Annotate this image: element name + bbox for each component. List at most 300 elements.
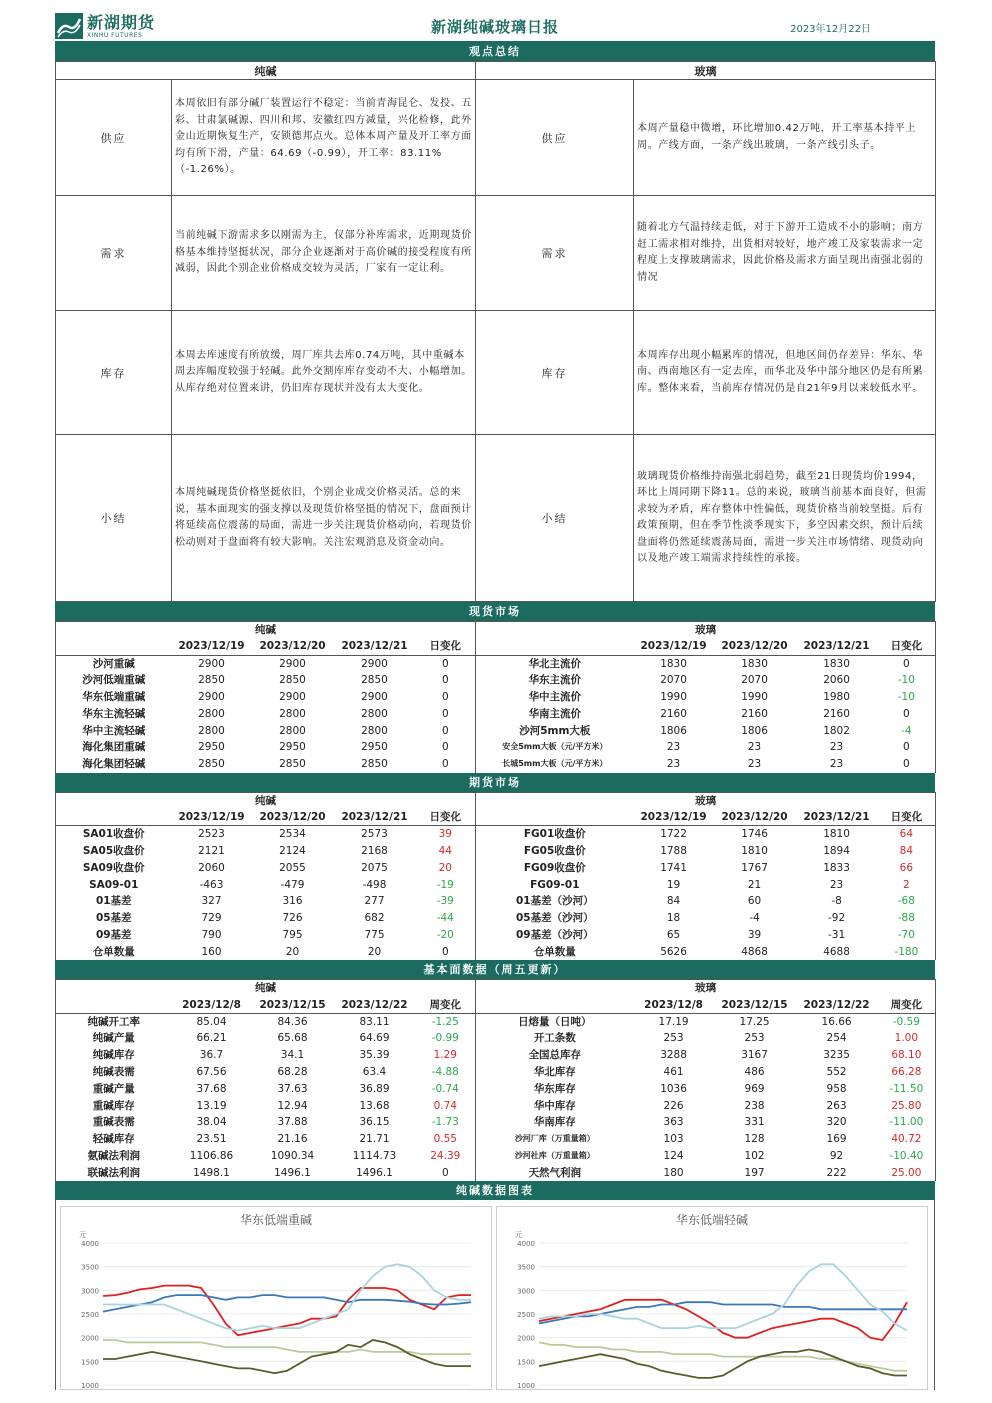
- cell-value: 3235: [823, 1049, 850, 1062]
- table-row: [56, 1030, 936, 1047]
- change-value: -4.88: [416, 1064, 476, 1081]
- cell-value: 67.56: [196, 1066, 227, 1079]
- cell-value: 23: [666, 741, 681, 754]
- cell-value: 4868: [741, 945, 768, 958]
- spot-table: [55, 621, 936, 773]
- cell-value: 2060: [823, 674, 850, 687]
- chart-series-line: [539, 1302, 907, 1323]
- row-label: 华中主流价: [528, 691, 582, 704]
- change-value: -0.59: [878, 1013, 936, 1030]
- chart-ytick-label: 2500: [517, 1311, 535, 1320]
- cell-value: 2573: [361, 828, 388, 841]
- change-value: -10: [878, 672, 936, 689]
- row-label: 华东主流价: [528, 674, 582, 687]
- cell-value: 1746: [741, 828, 768, 841]
- overview-table: [55, 61, 936, 602]
- column-header: 2023/12/20: [714, 809, 796, 826]
- column-header: 2023/12/21: [796, 638, 878, 655]
- cell-value: 102: [744, 1150, 765, 1162]
- cell-value: 2800: [279, 707, 306, 720]
- cell-value: 253: [744, 1032, 765, 1045]
- cell-value: 1830: [660, 657, 687, 670]
- table-row: [56, 910, 936, 927]
- chart-ytick-label: 2500: [81, 1311, 99, 1320]
- cell-value: 36.7: [199, 1049, 224, 1062]
- cell-value: 124: [663, 1150, 684, 1162]
- change-value: -10: [878, 689, 936, 706]
- cell-value: 2075: [361, 861, 388, 874]
- column-header: 2023/12/20: [252, 809, 334, 826]
- chart-ytick-label: 4000: [517, 1240, 535, 1249]
- change-value: 0: [878, 756, 936, 773]
- change-value: 25.00: [878, 1164, 936, 1181]
- cell-value: 958: [826, 1082, 847, 1095]
- cell-value: 795: [282, 928, 303, 941]
- row-label: 长城5mm大板（元/平方米）: [502, 759, 608, 769]
- change-value: 1.29: [416, 1047, 476, 1064]
- cell-value: -31: [827, 928, 846, 941]
- cell-value: 2168: [361, 844, 388, 857]
- table-row: [56, 672, 936, 689]
- row-label: 开工条数: [533, 1032, 576, 1045]
- chart-series-line: [539, 1350, 907, 1378]
- column-header: 日变化: [878, 809, 936, 826]
- table-row: [56, 1164, 936, 1181]
- chart-ytick-label: 3000: [517, 1287, 535, 1296]
- change-value: -4: [878, 722, 936, 739]
- cell-value: 253: [663, 1032, 684, 1045]
- column-header: 周变化: [416, 996, 476, 1013]
- change-value: -11.50: [878, 1080, 936, 1097]
- row-label: 华中库存: [533, 1099, 576, 1112]
- overview-soda-text: 本周依旧有部分碱厂装置运行不稳定：当前青海昆仑、发投、五彩、甘肃氯碱源、四川和邦、安徽红四方减量，兴化检修，此外金山近期恢复生产，安锁德邦点火。总体本周产量及开工率方面均有所下滑，产量：64.69（-0.99），开工率：83.11%（-1.26%）。: [172, 80, 476, 196]
- overview-label: 需求: [476, 196, 634, 311]
- change-value: -1.73: [416, 1114, 476, 1131]
- cell-value: 552: [826, 1066, 847, 1079]
- row-label-header: [476, 638, 634, 655]
- chart-ytick-label: 2000: [517, 1334, 535, 1343]
- column-header: 2023/12/19: [634, 809, 714, 826]
- cell-value: 39: [747, 928, 762, 941]
- cell-value: 83.11: [359, 1015, 390, 1028]
- row-label: FG09收盘价: [523, 861, 586, 874]
- cell-value: 23: [829, 741, 844, 754]
- table-row: [56, 722, 936, 739]
- cell-value: 2850: [198, 758, 225, 771]
- table-row: [56, 1131, 936, 1148]
- cell-value: 23: [666, 758, 681, 771]
- cell-value: -8: [831, 895, 842, 908]
- cell-value: 2800: [198, 707, 225, 720]
- cell-value: 726: [282, 912, 303, 925]
- cell-value: 2850: [279, 674, 306, 687]
- cell-value: 254: [826, 1032, 847, 1045]
- cell-value: 180: [663, 1166, 684, 1179]
- cell-value: 1810: [741, 844, 768, 857]
- cell-value: 2900: [198, 691, 225, 704]
- cell-value: 4688: [823, 945, 850, 958]
- cell-value: 2160: [660, 707, 687, 720]
- cell-value: 1741: [660, 861, 687, 874]
- chart-series-line: [103, 1340, 471, 1354]
- cell-value: 23: [747, 758, 762, 771]
- cell-value: 23: [829, 758, 844, 771]
- row-label: 沙河社库（万重量箱）: [514, 1151, 595, 1160]
- cell-value: 23: [829, 878, 844, 891]
- change-value: 0: [416, 689, 476, 706]
- cell-value: 2121: [198, 844, 225, 857]
- section-fundamentals: 基本面数据（周五更新）: [55, 960, 935, 979]
- row-label: SA09收盘价: [56, 859, 172, 876]
- cell-value: 1810: [823, 828, 850, 841]
- row-label: FG09-01: [530, 878, 580, 891]
- change-value: -88: [878, 910, 936, 927]
- report-header: [55, 10, 935, 42]
- change-value: 0: [878, 739, 936, 756]
- change-value: -39: [416, 893, 476, 910]
- row-label: 01基差（沙河）: [516, 895, 594, 908]
- row-label-header: [56, 638, 172, 655]
- row-label: 华中主流轻碱: [56, 722, 172, 739]
- cell-value: 1090.34: [270, 1150, 315, 1162]
- cell-value: 20: [367, 945, 382, 958]
- table-row: [56, 943, 936, 960]
- row-label: 华北库存: [533, 1066, 576, 1079]
- chart-ytick-label: 4000: [81, 1240, 99, 1249]
- column-header: 2023/12/21: [334, 638, 416, 655]
- row-label: 重碱产量: [56, 1080, 172, 1097]
- row-label: 华东低端重碱: [56, 689, 172, 706]
- table-row: [56, 876, 936, 893]
- overview-glass-text: 本周产量稳中微增，环比增加0.42万吨，开工率基本持平上周。产线方面，一条产线出玻璃，一条产线引头子。: [634, 80, 936, 196]
- table-row: [56, 927, 936, 944]
- cell-value: 1767: [741, 861, 768, 874]
- chart-2-title: 华东低端轻碱: [675, 1213, 748, 1228]
- cell-value: 1722: [660, 828, 687, 841]
- change-value: -68: [878, 893, 936, 910]
- row-label: 沙河重碱: [56, 655, 172, 672]
- cell-value: 64.69: [359, 1032, 390, 1045]
- row-label: 纯碱开工率: [56, 1013, 172, 1030]
- cell-value: 1114.73: [352, 1150, 397, 1162]
- row-label: 华北主流价: [528, 657, 582, 670]
- change-value: 40.72: [878, 1131, 936, 1148]
- chart-unit-label: 元: [79, 1231, 86, 1240]
- cell-value: 1498.1: [193, 1166, 230, 1179]
- cell-value: 2900: [279, 691, 306, 704]
- table-row: [56, 1114, 936, 1131]
- change-value: 0: [416, 722, 476, 739]
- change-value: -180: [878, 943, 936, 960]
- cell-value: 37.88: [277, 1116, 308, 1129]
- row-label: 联碱法利润: [56, 1164, 172, 1181]
- row-label-header: [56, 996, 172, 1013]
- row-label: 01基差: [56, 893, 172, 910]
- change-value: 0: [878, 705, 936, 722]
- column-header: 2023/12/15: [714, 996, 796, 1013]
- cell-value: 2800: [279, 724, 306, 737]
- cell-value: 2055: [279, 861, 306, 874]
- cell-value: 13.19: [196, 1099, 227, 1112]
- overview-label: 供应: [476, 80, 634, 196]
- cell-value: 1802: [823, 724, 850, 737]
- row-label: 氨碱法利润: [56, 1148, 172, 1165]
- cell-value: 13.68: [359, 1099, 390, 1112]
- change-value: 0: [416, 943, 476, 960]
- column-header: 2023/12/8: [634, 996, 714, 1013]
- table-row: [56, 655, 936, 672]
- row-label: FG05收盘价: [523, 844, 586, 857]
- change-value: 0: [416, 672, 476, 689]
- row-label: 轻碱库存: [56, 1131, 172, 1148]
- report-title: 新湖纯碱玻璃日报: [430, 18, 559, 36]
- cell-value: 1980: [823, 691, 850, 704]
- overview-glass-title: 玻璃: [476, 62, 936, 80]
- chart-series-line: [103, 1340, 471, 1373]
- section-futures: 期货市场: [55, 773, 935, 792]
- cell-value: 5626: [660, 945, 687, 958]
- overview-label: 小结: [56, 435, 172, 602]
- cell-value: 2160: [741, 707, 768, 720]
- cell-value: -92: [827, 912, 846, 925]
- cell-value: 1830: [741, 657, 768, 670]
- cell-value: 63.4: [362, 1066, 387, 1079]
- change-value: 0: [416, 1164, 476, 1181]
- cell-value: 2523: [198, 828, 225, 841]
- change-value: -1.25: [416, 1013, 476, 1030]
- table-row: [56, 1013, 936, 1030]
- change-value: -20: [416, 927, 476, 944]
- column-header: 2023/12/15: [252, 996, 334, 1013]
- row-label: 纯碱产量: [56, 1030, 172, 1047]
- row-label: SA05收盘价: [56, 843, 172, 860]
- column-header: 日变化: [416, 809, 476, 826]
- section-charts: 纯碱数据图表: [55, 1181, 935, 1200]
- cell-value: -463: [199, 878, 224, 891]
- cell-value: 729: [201, 912, 222, 925]
- overview-glass-text: 玻璃现货价格维持南强北弱趋势，截至21日现货均价1994，环比上周同期下降11。总的来说，玻璃当前基本面良好，但需求较为矛盾，库存整体中性偏低，现货价格当前较坚挺。后有政策预期，但在季节性淡季现实下，多空因素交织，预计后续盘面将仍然延续震荡局面，需进一步关注市场情绪、现货动向以及地产竣工端需求持续性的承接。: [634, 435, 936, 602]
- fundamentals-table: [55, 979, 936, 1181]
- chart-ytick-label: 1000: [81, 1382, 99, 1390]
- cell-value: 969: [744, 1082, 765, 1095]
- change-value: 39: [416, 826, 476, 843]
- cell-value: 238: [744, 1099, 765, 1112]
- table-row: [56, 1080, 936, 1097]
- chart-unit-label: 元: [515, 1231, 522, 1240]
- cell-value: 1990: [741, 691, 768, 704]
- cell-value: 1833: [823, 861, 850, 874]
- change-value: 64: [878, 826, 936, 843]
- cell-value: 2900: [361, 657, 388, 670]
- row-label: 全国总库存: [528, 1049, 582, 1062]
- chart-series-line: [539, 1343, 907, 1371]
- cell-value: 21: [747, 878, 762, 891]
- column-header: 2023/12/19: [172, 638, 252, 655]
- cell-value: 2800: [361, 707, 388, 720]
- column-header: 2023/12/21: [796, 809, 878, 826]
- cell-value: 2850: [198, 674, 225, 687]
- change-value: -70: [878, 927, 936, 944]
- table-row: [56, 843, 936, 860]
- column-header: 2023/12/22: [334, 996, 416, 1013]
- column-header: 2023/12/22: [796, 996, 878, 1013]
- change-value: -0.99: [416, 1030, 476, 1047]
- cell-value: 38.04: [196, 1116, 227, 1129]
- cell-value: 327: [201, 895, 222, 908]
- overview-label: 供应: [56, 80, 172, 196]
- row-label: 09基差（沙河）: [516, 928, 594, 941]
- table-row: [56, 1047, 936, 1064]
- cell-value: 316: [282, 895, 303, 908]
- table-row: [56, 1148, 936, 1165]
- cell-value: 790: [201, 928, 222, 941]
- column-header: 2023/12/21: [334, 809, 416, 826]
- change-value: 0: [416, 655, 476, 672]
- cell-value: 2850: [361, 758, 388, 771]
- cell-value: 226: [663, 1099, 684, 1112]
- cell-value: 68.28: [277, 1066, 308, 1079]
- change-value: 0: [878, 655, 936, 672]
- row-label: 重碱表需: [56, 1114, 172, 1131]
- change-value: 84: [878, 843, 936, 860]
- cell-value: 3167: [741, 1049, 768, 1062]
- cell-value: 1496.1: [356, 1166, 393, 1179]
- table-row: [56, 689, 936, 706]
- chart-series-line: [539, 1265, 907, 1331]
- change-value: 66.28: [878, 1064, 936, 1081]
- row-label: 海化集团轻碱: [56, 756, 172, 773]
- cell-value: 222: [826, 1166, 847, 1179]
- cell-value: 36.15: [359, 1116, 390, 1129]
- cell-value: 65.68: [277, 1032, 308, 1045]
- row-label: SA09-01: [56, 876, 172, 893]
- row-label: 09基差: [56, 927, 172, 944]
- table-row: [56, 826, 936, 843]
- overview-soda-text: 当前纯碱下游需求多以刚需为主，仅部分补库需求，近期现货价格基本维持坚挺状况，部分企业逐渐对于高价碱的接受程度有所减弱，因此个别企业价格成交较为灵活，厂家有一定让利。: [172, 196, 476, 311]
- chart-series-line: [103, 1295, 471, 1312]
- cell-value: 2950: [361, 741, 388, 754]
- chart-ytick-label: 3000: [81, 1287, 99, 1296]
- cell-value: 3288: [660, 1049, 687, 1062]
- cell-value: 92: [829, 1150, 844, 1162]
- cell-value: 60: [747, 895, 762, 908]
- cell-value: 37.68: [196, 1082, 227, 1095]
- chart-ytick-label: 1500: [517, 1358, 535, 1367]
- column-header: 日变化: [416, 638, 476, 655]
- column-header: 日变化: [878, 638, 936, 655]
- cell-value: 2900: [361, 691, 388, 704]
- table-row: [56, 1097, 936, 1114]
- glass-title: 玻璃: [476, 622, 936, 639]
- table-row: [56, 705, 936, 722]
- cell-value: 21.71: [359, 1133, 390, 1146]
- cell-value: 12.94: [277, 1099, 308, 1112]
- cell-value: 2800: [361, 724, 388, 737]
- futures-table: [55, 792, 936, 960]
- cell-value: 20: [285, 945, 300, 958]
- chart-1-plot: [61, 1207, 491, 1389]
- row-label: FG01收盘价: [523, 828, 586, 841]
- cell-value: 17.19: [658, 1015, 689, 1028]
- change-value: 68.10: [878, 1047, 936, 1064]
- overview-soda-title: 纯碱: [56, 62, 476, 80]
- change-value: 24.39: [416, 1148, 476, 1165]
- cell-value: 17.25: [739, 1015, 770, 1028]
- cell-value: 2900: [279, 657, 306, 670]
- overview-soda-text: 本周纯碱现货价格坚挺依旧，个别企业成交价格灵活。总的来说，基本面现实的强支撑以及现货价格坚挺的情况下，盘面预计将延续高位震荡的局面，需进一步关注现货价格动向，若现货价松动则对于盘面将有较大影响。关注宏观消息及资金动向。: [172, 435, 476, 602]
- row-label: 华东库存: [533, 1082, 576, 1095]
- section-spot: 现货市场: [55, 602, 935, 621]
- cell-value: 1806: [660, 724, 687, 737]
- chart-ytick-label: 3500: [517, 1263, 535, 1272]
- chart-ytick-label: 2000: [81, 1334, 99, 1343]
- row-label: 仓单数量: [56, 943, 172, 960]
- section-overview: 观点总结: [55, 42, 935, 61]
- cell-value: 2060: [198, 861, 225, 874]
- cell-value: 23: [747, 741, 762, 754]
- change-value: 66: [878, 859, 936, 876]
- column-header: 2023/12/19: [172, 809, 252, 826]
- change-value: 20: [416, 859, 476, 876]
- soda-title: 纯碱: [56, 622, 476, 639]
- report-date: 2023年12月22日: [790, 24, 871, 35]
- cell-value: 66.21: [196, 1032, 227, 1045]
- cell-value: 16.66: [821, 1015, 852, 1028]
- cell-value: 775: [364, 928, 385, 941]
- cell-value: 2950: [279, 741, 306, 754]
- cell-value: 2124: [279, 844, 306, 857]
- table-row: [56, 739, 936, 756]
- row-label-header: [476, 809, 634, 826]
- table-row: [56, 893, 936, 910]
- cell-value: 1788: [660, 844, 687, 857]
- logo-en: XINHU FUTURES: [87, 31, 143, 39]
- overview-soda-text: 本周去库速度有所放缓，周厂库共去库0.74万吨，其中重碱本周去库幅度较强于轻碱。此外交割库库存变动不大、小幅增加。从库存绝对位置来讲，仍旧库存现状并没有太大变化。: [172, 311, 476, 435]
- soda-title: 纯碱: [56, 980, 476, 997]
- column-header: 2023/12/8: [172, 996, 252, 1013]
- change-value: 0.74: [416, 1097, 476, 1114]
- row-label: 重碱库存: [56, 1097, 172, 1114]
- glass-title: 玻璃: [476, 980, 936, 997]
- cell-value: 23.51: [196, 1133, 227, 1146]
- row-label-header: [56, 809, 172, 826]
- cell-value: 461: [663, 1066, 684, 1079]
- chart-1: [60, 1206, 492, 1390]
- cell-value: 128: [744, 1133, 765, 1146]
- row-label: 日熔量（日吨）: [518, 1015, 592, 1028]
- change-value: 2: [878, 876, 936, 893]
- row-label: 沙河厂库（万重量箱）: [514, 1134, 595, 1144]
- cell-value: 197: [744, 1166, 765, 1179]
- overview-glass-text: 随着北方气温持续走低，对于下游开工造成不小的影响；南方赶工需求相对维持，出货相对较好，地产竣工及家装需求一定程度上支撑玻璃需求，因此价格及需求方面呈现出南强北弱的情况: [634, 196, 936, 311]
- cell-value: 65: [666, 928, 681, 941]
- change-value: -0.74: [416, 1080, 476, 1097]
- cell-value: 1806: [741, 724, 768, 737]
- change-value: 0.55: [416, 1131, 476, 1148]
- cell-value: 320: [826, 1116, 847, 1129]
- change-value: -44: [416, 910, 476, 927]
- cell-value: 1106.86: [189, 1150, 234, 1162]
- cell-value: 37.63: [277, 1082, 308, 1095]
- cell-value: 331: [744, 1116, 765, 1129]
- change-value: 1.00: [878, 1030, 936, 1047]
- glass-title: 玻璃: [476, 792, 936, 809]
- row-label: 沙河5mm大板: [519, 724, 591, 737]
- row-label: SA01收盘价: [56, 826, 172, 843]
- cell-value: 34.1: [280, 1049, 305, 1062]
- table-row: [56, 756, 936, 773]
- row-label: 纯碱表需: [56, 1064, 172, 1081]
